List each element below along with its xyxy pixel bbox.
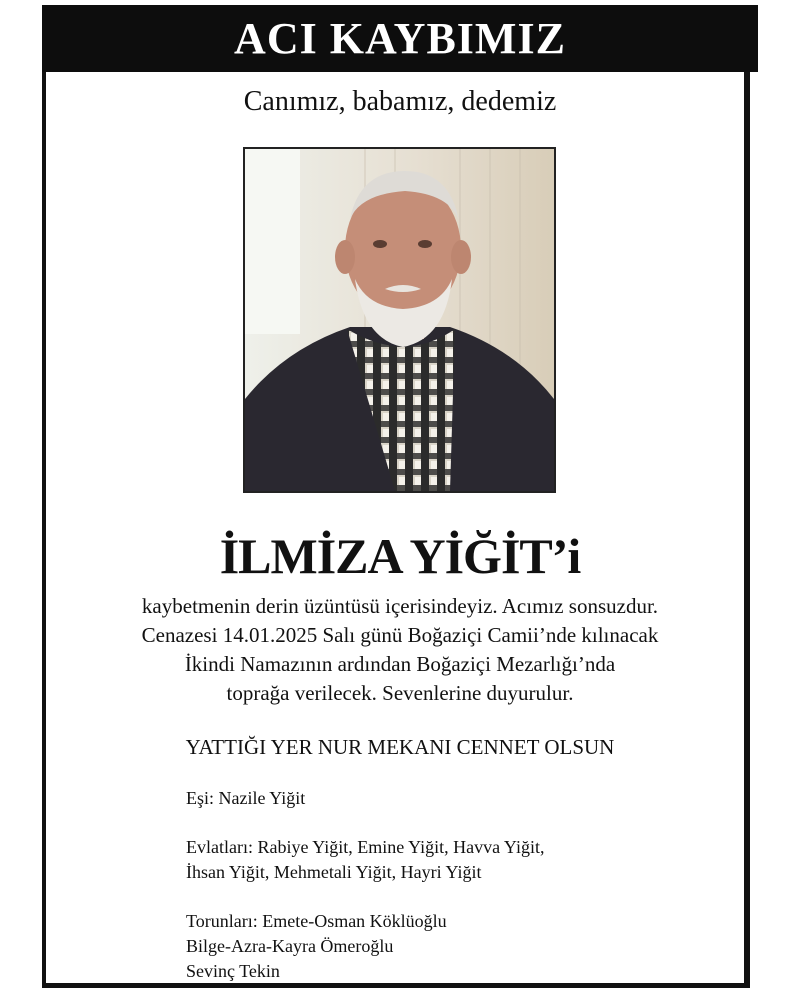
header-bar — [42, 5, 758, 72]
children-line: Evlatları: Rabiye Yiğit, Emine Yiğit, Havva Yiğit, — [186, 837, 545, 857]
grandchildren-line: Torunları: Emete-Osman Köklüoğlu — [186, 911, 447, 931]
grandchildren-line: Sevinç Tekin — [186, 961, 280, 981]
grandchildren-line: Bilge-Azra-Kayra Ömeroğlu — [186, 936, 394, 956]
deceased-name: İLMİZA YİĞİT’i — [219, 528, 581, 584]
message-line: İkindi Namazının ardından Boğaziçi Mezarlığı’nda — [184, 652, 616, 676]
family-list — [186, 786, 726, 1008]
announcement-message — [60, 592, 740, 708]
children-line: İhsan Yiğit, Mehmetali Yiğit, Hayri Yiğit — [186, 862, 482, 882]
spouse-group — [186, 786, 726, 811]
subtitle: Canımız, babamız, dedemiz — [243, 86, 557, 117]
message-line: toprağa verilecek. Sevenlerine duyurulur. — [226, 681, 574, 705]
message-line: Cenazesi 14.01.2025 Salı günü Boğaziçi Camii’nde kılınacak — [141, 623, 659, 647]
grandchildren-group — [186, 909, 726, 984]
spouse-line: Eşi: Nazile Yiğit — [186, 788, 306, 808]
children-group — [186, 835, 726, 885]
page-title: ACI KAYBIMIZ — [234, 13, 566, 63]
portrait-illustration — [245, 149, 554, 491]
portrait-photo — [243, 147, 556, 493]
prayer-line: YATTIĞI YER NUR MEKANI CENNET OLSUN — [185, 735, 615, 759]
message-line: kaybetmenin derin üzüntüsü içerisindeyiz. Acımız sonsuzdur. — [141, 594, 659, 618]
